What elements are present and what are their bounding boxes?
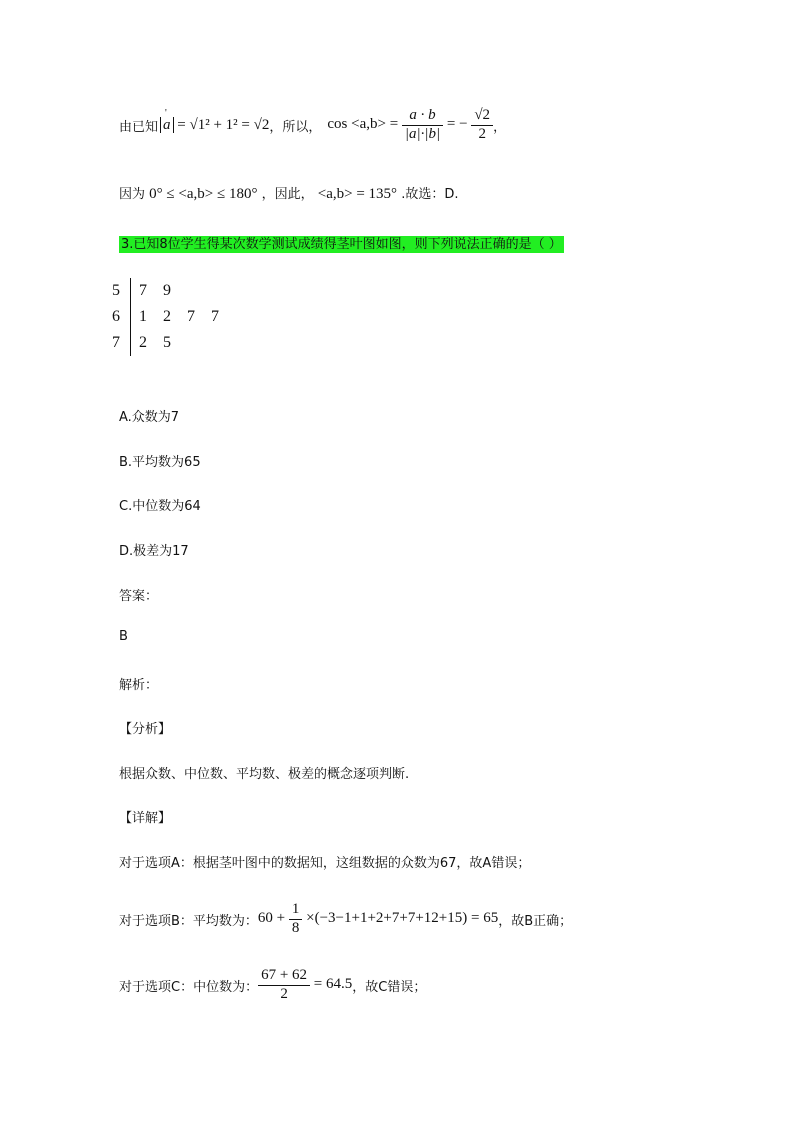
detail-option-b (119, 897, 572, 941)
norm-value: = √1² + 1² = √2 (177, 116, 270, 133)
median-frac-den: 2 (258, 985, 310, 1003)
angle-range: 0° ≤ <a,b> ≤ 180° (149, 186, 258, 202)
cos-label: cos <a,b> = (327, 116, 399, 133)
mean-base: 60 + (257, 910, 286, 927)
option-d: D.极差为17 (119, 544, 189, 559)
detail-b-prefix: 对于选项B：平均数为： (119, 913, 258, 929)
stem-leaf-row (112, 304, 227, 330)
leaf-value: 7 (187, 308, 195, 325)
cos-numerator: a · b (409, 107, 436, 124)
fenxi-text: 根据众数、中位数、平均数、极差的概念逐项判断. (119, 767, 410, 782)
median-result: = 64.5 (313, 976, 353, 993)
detail-option-a: 对于选项A：根据茎叶图中的数据知，这组数据的众数为67，故A错误； (119, 856, 531, 871)
angle-result: <a,b> = 135° (317, 186, 398, 202)
vector-norm-expression (160, 117, 269, 134)
cos-expression (327, 107, 493, 143)
prev-line1-text-b: ，所以， (269, 119, 322, 135)
analysis-label: 解析： (119, 678, 159, 693)
answer-label: 答案： (119, 589, 159, 604)
leaf-value: 1 (139, 308, 147, 325)
leaf-value: 2 (139, 334, 147, 351)
cos-denominator: |a|·|b| (402, 125, 443, 143)
leaf-value: 9 (163, 282, 171, 299)
detail-c-prefix: 对于选项C：中位数为： (119, 979, 259, 995)
median-expression (258, 967, 352, 1003)
prev-line2-text-c: .故选：D. (401, 187, 459, 202)
prev-line1-text-a: 由已知 (119, 119, 159, 135)
mean-frac-den: 8 (289, 919, 303, 937)
stem-value: 5 (112, 278, 131, 304)
prev-line1-end: ， (493, 119, 507, 135)
cos-result-fraction (471, 107, 493, 143)
cos-result-numerator: √2 (474, 107, 491, 124)
cos-result-prefix: = − (446, 116, 468, 133)
detail-c-suffix: ，故C错误； (352, 979, 427, 995)
detail-b-suffix: ，故B正确； (498, 913, 573, 929)
prev-line2-text-a: 因为 (119, 187, 146, 202)
prev-line-2 (119, 183, 458, 203)
cos-result-denominator: 2 (471, 125, 493, 143)
mean-frac-num: 1 (291, 901, 300, 918)
stem-leaf-plot (112, 278, 228, 356)
answer-value: B (119, 629, 128, 644)
prev-line2-text-b: ，因此， (261, 187, 314, 202)
fenxi-title: 【分析】 (119, 722, 172, 737)
mean-fraction (289, 901, 303, 937)
leaf-value: 2 (163, 308, 171, 325)
stem-leaf-table (112, 278, 228, 356)
leaf-value: 7 (211, 308, 219, 325)
stem-value: 6 (112, 304, 131, 330)
norm-a: ' a (160, 117, 174, 133)
mean-sum: ×(−3−1+1+2+7+7+12+15) = 65 (306, 910, 499, 927)
option-a: A.众数为7 (119, 410, 180, 425)
stem-leaf-row (112, 330, 227, 356)
median-fraction (258, 967, 310, 1003)
leaf-value: 5 (163, 334, 171, 351)
detail-title: 【详解】 (119, 811, 172, 826)
median-frac-num: 67 + 62 (261, 967, 308, 984)
question-highlight: 3.已知8位学生得某次数学测试成绩得茎叶图如图，则下列说法正确的是（ ） (121, 237, 562, 252)
option-c: C.中位数为64 (119, 499, 201, 514)
leaf-value: 7 (139, 282, 147, 299)
stem-value: 7 (112, 330, 131, 356)
mean-expression (258, 901, 498, 937)
option-b: B.平均数为65 (119, 455, 201, 470)
cos-fraction (402, 107, 443, 143)
prev-line-1 (119, 100, 506, 150)
stem-leaf-row (112, 278, 227, 304)
question-3-text (119, 233, 564, 252)
detail-option-c (119, 962, 426, 1008)
